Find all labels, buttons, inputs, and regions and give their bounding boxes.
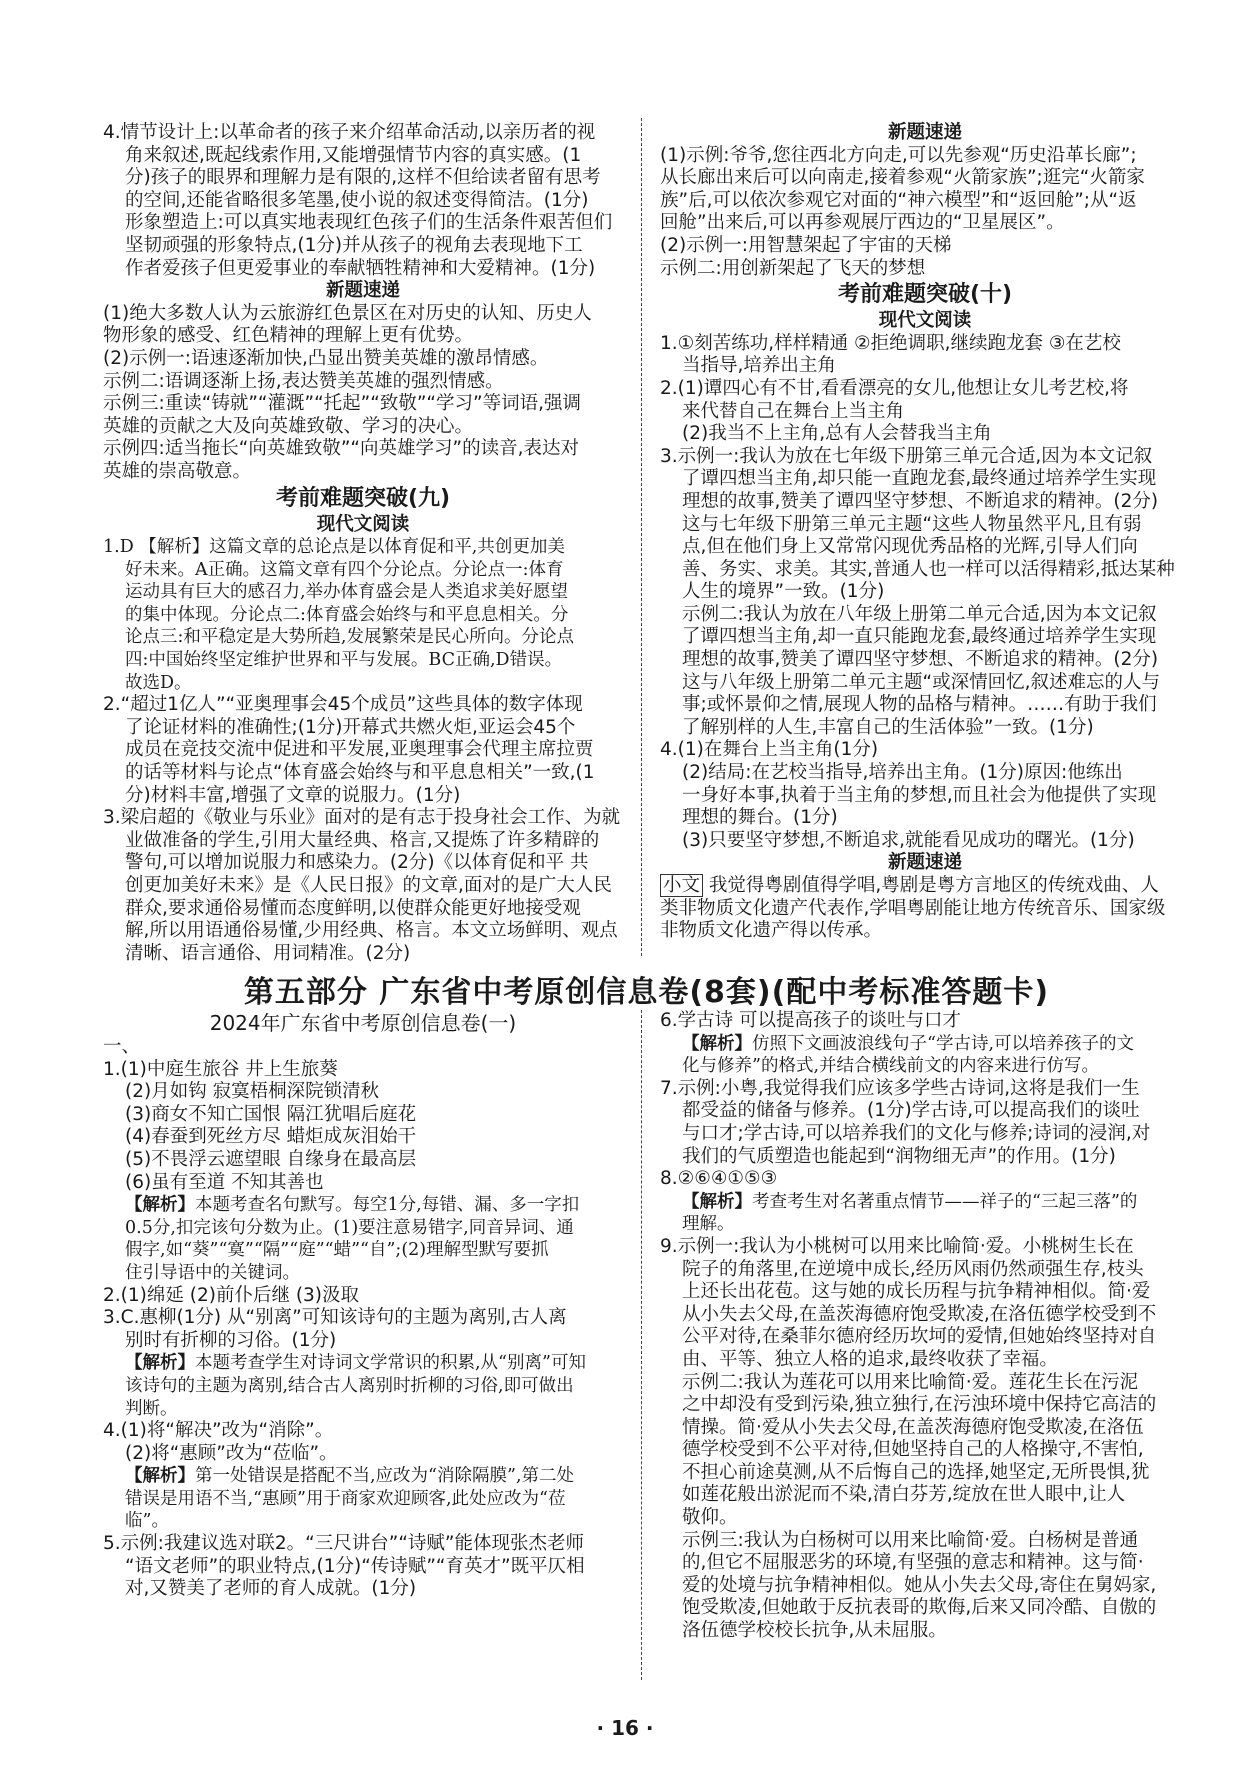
explanation-text: 第一处错误是搭配不当,应改为“消除隔膜”,第二处	[195, 1466, 575, 1487]
exam-title: 2024年广东省中考原创信息卷(一)	[209, 1011, 517, 1035]
answer-line: 饱受欺凌,但她敢于反抗表哥的欺侮,后来又同冷酷、自傲的	[682, 1597, 1157, 1619]
answer-line: (1)示例:爷爷,您往西北方向走,可以先参观“历史沿革长廊”;	[660, 144, 1137, 166]
part-title: 第五部分 广东省中考原创信息卷(8套)(配中考标准答题卡)	[243, 975, 1050, 1010]
explanation-tag: 【解析】	[125, 1353, 195, 1374]
answer-line: 群众,要求通俗易懂而态度鲜明,以使群众能更好地接受观	[125, 897, 581, 919]
answer-line: (3)商女不知亡国恨 隔江犹唱后庭花	[125, 1103, 417, 1125]
section-heading: 新题速递	[887, 122, 962, 143]
answer-line: 8.②⑥④①⑤③	[660, 1168, 778, 1190]
answer-line: 如莲花般出淤泥而不染,清白芬芳,绽放在世人眼中,让人	[682, 1484, 1126, 1506]
answer-line: 6.学古诗 可以提高孩子的谈吐与口才	[660, 1010, 962, 1031]
answer-line: 3.梁启超的《敬业与乐业》面对的是有志于投身社会工作、为就	[103, 807, 621, 829]
answer-line: 清晰、语言通俗、用词精准。(2分)	[125, 942, 411, 964]
answer-line: 的,但它不屈服恶劣的环境,有坚强的意志和精神。这与简·	[682, 1552, 1144, 1574]
answer-line: 理想的故事,赞美了谭四坚守梦想、不断追求的精神。(2分)	[682, 490, 1159, 512]
explanation-q3	[103, 1352, 623, 1420]
answer-line: (2)结局:在艺校当指导,培养出主角。(1分)原因:他练出	[682, 762, 1123, 784]
column-divider-top	[641, 118, 642, 956]
answer-line: 事;或怀景仰之情,展现人物的品格与精神。……有助于我们	[682, 694, 1157, 716]
answer-line: (2)将“惠顾”改为“莅临”。	[125, 1442, 338, 1464]
answer-line: 1.①刻苦练功,样样精通 ②拒绝调职,继续跑龙套 ③在艺校	[660, 332, 1121, 354]
explanation-text: 本题考查学生对诗词文学常识的积累,从“别离”可知	[195, 1353, 586, 1374]
answer-line: 这与七年级下册第三单元主题“这些人物虽然平凡,且有弱	[682, 513, 1142, 535]
answer-line: 情操。简·爱从小失去父母,在盖茨海德府饱受欺凌,在洛伍	[682, 1416, 1144, 1438]
answer-line: 7.示例:小粤,我觉得我们应该多学些古诗词,这将是我们一生	[660, 1077, 1140, 1099]
answer-line: 来代替自己在舞台上当主角	[682, 400, 905, 422]
xinti-block	[103, 303, 623, 484]
answer-line: 坚韧顽强的形象特点,(1分)并从孩子的视角去表现地下工	[125, 234, 583, 256]
explanation-tag: 【解析】	[682, 1033, 752, 1054]
answer-line: 敬仰。	[682, 1507, 738, 1529]
section-title: 考前难题突破(十)	[837, 282, 1013, 308]
answer-line: 创更加美好未来》是《人民日报》的文章,面对的是广大人民	[125, 875, 612, 896]
explanation-text: 考查考生对名著重点情节——祥子的“三起三落”的	[752, 1191, 1138, 1212]
answer-line: 对,又赞美了老师的育人成就。(1分)	[125, 1578, 417, 1600]
section-subtitle: 现代文阅读	[316, 513, 410, 535]
answer-line: 成员在竞技交流中促进和平发展,亚奥理事会代理主席拉贾	[125, 739, 594, 761]
answer-q9-block	[660, 1236, 1190, 1643]
explanation-line: 判断。	[125, 1398, 178, 1419]
answer-line: 示例二:我认为放在八年级上册第二单元合适,因为本文记叙	[682, 603, 1157, 625]
answer-line: 类非物质文化遗产代表作,学唱粤剧能让地方传统音乐、国家级	[660, 897, 1166, 919]
answer-line: 非物质文化遗产得以传承。	[660, 920, 883, 942]
answer-line: 与口才;学古诗,可以培养我们的文化与修养;诗词的浸润,对	[682, 1122, 1151, 1144]
explanation-line	[682, 1033, 1190, 1056]
answer-line: 族”后,可以依次参观它对面的“神六模型”和“返回舱”;从“返	[660, 189, 1137, 211]
answer-line: (3)只要坚守梦想,不断追求,就能看见成功的曙光。(1分)	[682, 829, 1135, 851]
answer-line: (5)不畏浮云遮望眼 自缘身在最高层	[125, 1148, 417, 1170]
answer-line: 分)材料丰富,增强了文章的说服力。(1分)	[125, 784, 461, 806]
explanation-line: 理解。	[682, 1214, 735, 1235]
answer-q7-block	[660, 1078, 1190, 1168]
explanation-line: 假字,如“葵”“寞”“隔”“庭”“蜡”“自”;(2)理解型默写要抓	[125, 1240, 549, 1261]
answer-line: 9.示例一:我认为小桃树可以用来比喻简·爱。小桃树生长在	[660, 1235, 1134, 1257]
answer-q4-block	[103, 1420, 623, 1465]
answer-line: 3.示例一:我认为放在七年级下册第三单元合适,因为本文记叙	[660, 445, 1153, 467]
answer-q3-block	[103, 807, 623, 965]
answer-q3-block	[103, 1307, 623, 1352]
answer-line: 运动具有巨大的感召力,举办体育盛会是人类追求美好愿望	[125, 582, 569, 603]
answer-line: 善、务实、求美。其实,普通人也一样可以活得精彩,抵达某种	[682, 558, 1175, 580]
xinti-block	[660, 145, 1190, 281]
answer-line: 角来叙述,既起线索作用,又能增强情节内容的真实感。(1	[125, 144, 582, 166]
answer-line: 四:中国始终坚定维护世界和平与发展。BC正确,D错误。	[125, 650, 563, 671]
explanation-tag: 【解析】	[682, 1191, 752, 1212]
answer-line: 形象塑造上:可以真实地表现红色孩子们的生活条件艰苦但们	[125, 212, 613, 234]
answer-line: 好未来。A正确。这篇文章有四个分论点。分论点一:体育	[125, 559, 564, 580]
answer-line: 4.情节设计上:以革命者的孩子来介绍革命活动,以亲历者的视	[103, 122, 596, 143]
answer-line: 2.“超过1亿人”“亚奥理事会45个成员”这些具体的数字体现	[103, 694, 583, 716]
explanation-q1	[103, 1194, 623, 1284]
answer-line: 的集中体现。分论点二:体育盛会始终与和平息息相关。分	[125, 604, 569, 625]
explanation-line	[682, 1191, 1190, 1214]
right-bottom-column	[660, 1010, 1190, 1643]
answer-line: 当指导,培养出主角	[682, 355, 836, 377]
answer-line: 一身好本事,执着于当主角的梦想,而且社会为他提供了实现	[682, 784, 1157, 806]
explanation-tag: 【解析】	[125, 1195, 195, 1216]
explanation-q8	[660, 1191, 1190, 1236]
answer-q1-block	[660, 333, 1190, 378]
explanation-line: 住引导语中的关键词。	[125, 1262, 300, 1283]
section-title: 考前难题突破(九)	[275, 485, 451, 511]
answer-line: (2)月如钩 寂寞梧桐深院锁清秋	[125, 1081, 380, 1103]
answer-line	[660, 875, 1190, 898]
answer-line: 业做准备的学生,引用大量经典、格言,又提炼了许多精辟的	[125, 829, 600, 851]
answer-line: 警句,可以增加说服力和感染力。(2分)《以体育促和平 共	[125, 852, 589, 874]
explanation-line: 化与修养”的格式,并结合横线前文的内容来进行仿写。	[682, 1056, 1100, 1077]
answer-line: 点,但在他们身上又常常闪现优秀品格的光辉,引导人们向	[682, 536, 1138, 558]
answer-line: 2.(1)谭四心有不甘,看看漂亮的女儿,他想让女儿考艺校,将	[660, 377, 1129, 399]
answer-line: 解,所以用语通俗易懂,少用经典、格言。本文立场鲜明、观点	[125, 920, 618, 942]
answer-line: 的话等材料与论点“体育盛会始终与和平息息相关”一致,(1	[125, 762, 595, 784]
answer-q2-block	[660, 378, 1190, 446]
answer-line: (1)绝大多数人认为云旅游红色景区在对历史的认知、历史人	[103, 302, 592, 324]
left-bottom-column	[103, 1011, 623, 1601]
explanation-line: 0.5分,扣完该句分数为止。(1)要注意易错字,同音异词、通	[125, 1217, 574, 1238]
answer-line: (2)示例一:用智慧架起了宇宙的天梯	[660, 234, 952, 256]
answer-line: 5.示例:我建议选对联2。“三尺讲台”“诗赋”能体现张杰老师	[103, 1533, 584, 1555]
answer-line: 都受益的储备与修养。(1分)学古诗,可以提高我们的谈吐	[682, 1100, 1140, 1122]
answer-q2-block	[103, 694, 623, 807]
answer-line: 理想的故事,赞美了谭四坚守梦想、不断追求的精神。(2分)	[682, 649, 1159, 671]
explanation-tag: 【解析】	[125, 1466, 195, 1487]
answer-line: (2)我当不上主角,总有人会替我当主角	[682, 423, 992, 445]
answer-line: 示例三:我认为白杨树可以用来比喻简·爱。白杨树是普通	[682, 1529, 1139, 1551]
answer-line: 从小失去父母,在盖茨海德府饱受欺凌,在洛伍德学校受到不	[682, 1303, 1157, 1325]
answer-line: 作者爱孩子但更爱事业的奉献牺牲精神和大爱精神。(1分)	[125, 257, 596, 279]
column-divider-bottom	[641, 1010, 642, 1680]
answer-line: 了谭四想当主角,却一直只能跑龙套,最终通过培养学生实现	[682, 626, 1157, 648]
answer-line: 上还长出花苞。这与她的成长历程与抗争精神相似。简·爱	[682, 1281, 1151, 1303]
answer-line: 洛伍德学校校长抗争,从未屈服。	[682, 1620, 947, 1642]
section-marker: 一、	[103, 1036, 141, 1057]
answer-line: 这与八年级上册第二单元主题“或深情回忆,叙述难忘的人与	[682, 671, 1160, 693]
answer-line: 之中却没有受到污染,独立独行,在污浊环境中保持它高洁的	[682, 1394, 1157, 1416]
answer-line: (2)示例一:语速逐渐加快,凸显出赞美英雄的激昂情感。	[103, 347, 549, 369]
answer-q4-block	[660, 739, 1190, 852]
answer-line: 4.(1)在舞台上当主角(1分)	[660, 739, 879, 761]
section-heading: 新题速递	[325, 280, 400, 302]
answer-line: 我们的气质塑造也能起到“润物细无声”的作用。(1分)	[682, 1145, 1116, 1167]
answer-line: 了论证材料的准确性;(1分)开幕式共燃火炬,亚运会45个	[125, 716, 576, 738]
answer-line: 爱的处境与抗争精神相似。她从小失去父母,寄住在舅妈家,	[682, 1574, 1157, 1596]
answer-line: 示例三:重读“铸就”“灌溉”“托起”“致敬”“学习”等词语,强调	[103, 393, 581, 415]
answer-q4-block	[103, 122, 623, 280]
answer-line: 院子的角落里,在逆境中成长,经历风雨仍然顽强生存,枝头	[682, 1258, 1144, 1280]
answer-q3-block	[660, 446, 1190, 740]
answer-line: 从长廊出来后可以向南走,接着参观“火箭家族”;逛完“火箭家	[660, 167, 1145, 189]
explanation-line: 错误是用语不当,“惠顾”用于商家欢迎顾客,此处应改为“莅	[125, 1488, 566, 1509]
explanation-q6	[660, 1033, 1190, 1078]
answer-line: 德学校受到不公平对待,但她坚持自己的人格操守,不害怕,	[682, 1439, 1144, 1461]
answer-line: 人生的境界”一致。(1分)	[682, 581, 885, 603]
answer-line: 了谭四想当主角,却只能一直跑龙套,最终通过培养学生实现	[682, 468, 1157, 490]
answer-q1-block	[103, 1059, 623, 1195]
answer-line: 2.(1)绵延 (2)前仆后继 (3)汲取	[103, 1284, 360, 1306]
answer-line: 示例四:适当拖长“向英雄致敬”“向英雄学习”的读音,表达对	[103, 438, 579, 460]
speaker-label: 小文	[660, 874, 703, 897]
explanation-line: 临”。	[125, 1511, 169, 1532]
answer-line: 示例二:用创新架起了飞天的梦想	[660, 257, 926, 279]
answer-line: 了解别样的人生,丰富自己的生活体验”一致。(1分)	[682, 716, 1094, 738]
answer-line: 论点三:和平稳定是大势所趋,发展繁荣是民心所向。分论点	[125, 627, 574, 648]
section-subtitle: 现代文阅读	[878, 310, 972, 332]
answer-line: 公平对待,在桑菲尔德府经历坎坷的爱情,但她始终坚持对自	[682, 1326, 1157, 1348]
answer-line: 1.(1)中庭生旅谷 井上生旅葵	[103, 1058, 338, 1080]
explanation-line	[125, 1352, 623, 1375]
explanation-text: 仿照下文画波浪线句子“学古诗,可以培养孩子的文	[752, 1033, 1135, 1054]
answer-line: 别时有折柳的习俗。(1分)	[125, 1329, 337, 1351]
answer-line: 示例二:语调逐渐上扬,表达赞美英雄的强烈情感。	[103, 370, 504, 392]
answer-line: 英雄的贡献之大及向英雄致敬、学习的决心。	[103, 415, 474, 437]
answer-line: 不担心前途莫测,从不后悔自己的选择,她坚定,无所畏惧,犹	[682, 1461, 1150, 1483]
left-top-column	[103, 122, 623, 965]
explanation-line	[125, 1194, 623, 1217]
answer-line: 分)孩子的眼界和理解力是有限的,这样不但给读者留有思考	[125, 167, 601, 189]
answer-line: 物形象的感受、红色精神的理解上更有优势。	[103, 325, 474, 347]
page-number: · 16 ·	[596, 1716, 654, 1740]
explanation-line: 该诗句的主题为离别,结合古人离别时折柳的习俗,即可做出	[125, 1375, 574, 1396]
answer-line: 示例二:我认为莲花可以用来比喻简·爱。莲花生长在污泥	[682, 1371, 1139, 1393]
explanation-q4	[103, 1465, 623, 1533]
answer-q1-block	[103, 536, 623, 694]
explanation-line	[125, 1465, 623, 1488]
answer-line: 理想的舞台。(1分)	[682, 807, 838, 829]
answer-line: 3.C.惠柳(1分) 从“别离”可知该诗句的主题为离别,古人离	[103, 1307, 567, 1329]
answer-q5-block	[103, 1533, 623, 1601]
answer-line: 4.(1)将“解决”改为“消除”。	[103, 1420, 334, 1442]
explanation-text: 本题考查名句默写。每空1分,每错、漏、多一字扣	[195, 1195, 580, 1216]
answer-line: 1.D 【解析】这篇文章的总论点是以体育促和平,共创更加美	[103, 537, 565, 558]
answer-line: (4)春蚕到死丝方尽 蜡炬成灰泪始干	[125, 1126, 417, 1148]
answer-line: 由、平等、独立人格的追求,最终收获了幸福。	[682, 1348, 1058, 1370]
section-heading: 新题速递	[887, 852, 962, 874]
answer-line: (6)虽有至道 不知其善也	[125, 1171, 324, 1193]
answer-line: “语文老师”的职业特点,(1分)“传诗赋”“育英才”既平仄相	[125, 1555, 585, 1577]
right-top-column	[660, 122, 1190, 943]
answer-line: 故选D。	[125, 672, 192, 693]
answer-line: 英雄的崇高敬意。	[103, 460, 252, 482]
answer-line: 回舱”出来后,可以再参观展厅西边的“卫星展区”。	[660, 212, 1065, 234]
answer-text: 我觉得粤剧值得学唱,粤剧是粤方言地区的传统戏曲、人	[703, 875, 1159, 896]
xinti2-block	[660, 875, 1190, 943]
answer-line: 的空间,还能省略很多笔墨,使小说的叙述变得简洁。(1分)	[125, 189, 589, 211]
